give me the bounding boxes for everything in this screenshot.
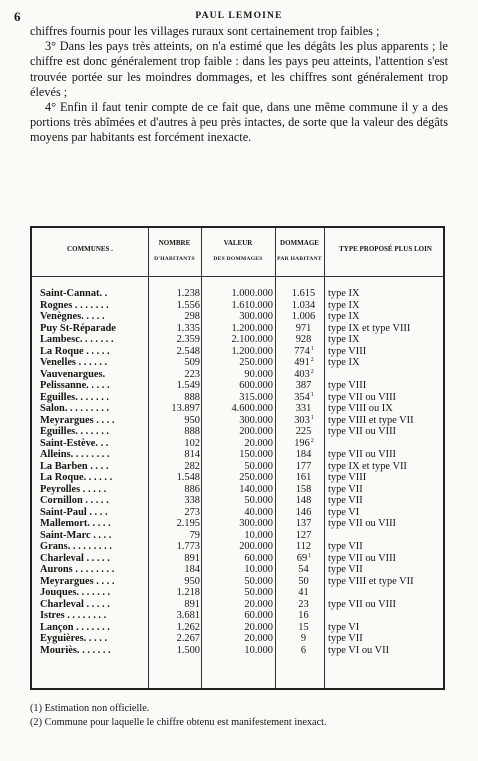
footnote-ref: 2	[310, 368, 314, 375]
table-row	[32, 541, 443, 553]
table-row	[32, 530, 443, 542]
table-row	[32, 323, 443, 335]
damage-cell: $354^1$	[294, 391, 314, 403]
value-cell: 250.000	[239, 357, 273, 368]
commune-cell: Peyrolles . . . . .	[40, 483, 107, 495]
type-cell: type VII ou VIII	[328, 426, 397, 437]
type-cell: type VII	[328, 633, 363, 644]
commune-cell: Saint-Estève. . .	[40, 437, 109, 449]
damage-cell: 50	[298, 575, 309, 587]
population-cell: 1.335	[176, 322, 200, 334]
table-row	[32, 599, 443, 611]
type-cell: type VII	[328, 564, 363, 575]
table-row	[32, 357, 443, 369]
table-row	[32, 507, 443, 519]
value-cell: 10.000	[244, 529, 273, 541]
page-number: 6	[14, 9, 21, 24]
commune-cell: Mouriès. . . . . . .	[40, 644, 111, 656]
value-cell: 300.000	[239, 414, 273, 426]
value-cell: 40.000	[244, 506, 273, 518]
commune-cell: Pelissanne. . . . .	[40, 380, 110, 391]
value-cell: 50.000	[244, 495, 273, 506]
population-cell: 2.359	[176, 334, 200, 345]
population-cell: 1.549	[176, 380, 200, 391]
table-row	[32, 472, 443, 484]
commune-cell: Lançon . . . . . . .	[40, 621, 110, 633]
population-cell: 509	[184, 357, 200, 368]
damage-cell: 41	[298, 587, 309, 598]
type-cell: type VIII et type VII	[328, 575, 414, 587]
footnote-ref: 1	[310, 391, 314, 398]
value-cell: 60.000	[244, 610, 273, 621]
value-cell: 20.000	[244, 633, 273, 644]
value-cell: 140.000	[239, 483, 273, 495]
commune-cell: Éguilles. . . . . . .	[40, 426, 109, 437]
population-cell: 1.218	[176, 587, 200, 598]
footnote-ref: 1	[310, 414, 314, 421]
table-row	[32, 392, 443, 404]
damage-cell: $774^1$	[294, 345, 314, 357]
commune-cell: Venelles . . . . . .	[40, 357, 108, 368]
value-cell: 2.100.000	[231, 334, 273, 345]
type-cell: type IX et type VIII	[328, 322, 411, 334]
type-cell: type VII	[328, 483, 363, 495]
table-row	[32, 449, 443, 461]
commune-cell: Aurons . . . . . . . .	[40, 564, 115, 575]
table-row	[32, 553, 443, 565]
footnote-1	[30, 702, 327, 716]
value-cell: 150.000	[239, 449, 273, 460]
damage-cell: 387	[295, 380, 312, 391]
table-row	[32, 300, 443, 312]
commune-cell: Vauvenargues.	[40, 368, 106, 380]
commune-cell: La Barben . . . .	[40, 460, 109, 472]
commune-cell: Eguilles. . . . . . .	[40, 391, 109, 403]
damage-cell: $403^2$	[294, 368, 314, 380]
value-cell: 200.000	[239, 426, 273, 437]
damage-cell: 161	[295, 472, 312, 483]
population-cell: 1.262	[176, 621, 200, 633]
value-cell: 315.000	[239, 391, 273, 403]
population-cell: 888	[184, 391, 200, 403]
table-row	[32, 633, 443, 645]
footnote-ref: 1	[308, 552, 312, 559]
damage-cell: $196^2$	[294, 437, 314, 449]
footnote-2	[30, 716, 327, 730]
damage-cell: $69^1$	[296, 552, 312, 564]
value-cell: 90.000	[244, 368, 273, 380]
header-communes: COMMUNES .	[67, 245, 113, 253]
population-cell: 1.773	[176, 541, 200, 552]
damage-cell: 331	[295, 403, 312, 414]
table-row	[32, 334, 443, 346]
value-cell: 300.000	[239, 518, 273, 529]
population-cell: 2.548	[176, 345, 200, 357]
table-row	[32, 311, 443, 323]
population-cell: 950	[184, 575, 200, 587]
commune-cell: Rognes . . . . . . .	[40, 299, 109, 311]
damage-cell: 1.034	[291, 299, 316, 311]
value-cell: 60.000	[244, 552, 273, 564]
population-cell: 888	[184, 426, 200, 437]
table-row	[32, 518, 443, 530]
commune-cell: Meyrargues . . . .	[40, 575, 115, 587]
table-row	[32, 380, 443, 392]
running-head: PAUL LEMOINE	[195, 11, 283, 21]
damage-cell: 177	[295, 460, 312, 472]
paragraph-1: chiffres fournis pour les villages ruraux sont certainement trop faibles ;	[30, 24, 380, 38]
type-cell: type VI	[328, 621, 360, 633]
header-population: NOMBRE D'HABITANTS	[154, 239, 195, 262]
damage-cell: 9	[300, 633, 307, 644]
population-cell: 3.681	[176, 610, 200, 621]
damage-cell: 112	[295, 541, 312, 552]
value-cell: 600.000	[239, 380, 273, 391]
damage-cell: 148	[295, 495, 312, 506]
value-cell: 50.000	[244, 587, 273, 598]
population-cell: 223	[184, 368, 200, 380]
type-cell: type IX	[328, 311, 360, 322]
value-cell: 1.200.000	[231, 322, 273, 334]
population-cell: 1.548	[176, 472, 200, 483]
population-cell: 2.267	[176, 633, 200, 644]
type-cell: type VII	[328, 541, 363, 552]
type-cell: type VII ou VIII	[328, 518, 397, 529]
type-cell: type VIII et type VII	[328, 414, 414, 426]
commune-cell: Salon. . . . . . . . .	[40, 403, 109, 414]
type-cell: type VIII	[328, 345, 367, 357]
damage-cell: 6	[300, 644, 307, 656]
table-row	[32, 484, 443, 496]
table-row	[32, 576, 443, 588]
damage-cell: 23	[298, 598, 309, 610]
footnote-ref: 2	[310, 357, 314, 363]
value-cell: 10.000	[244, 644, 273, 656]
table-row	[32, 495, 443, 507]
value-cell: 1.200.000	[231, 345, 273, 357]
footnote-text: Estimation non officielle.	[44, 703, 150, 714]
commune-cell: Charleval . . . . .	[40, 552, 110, 564]
value-cell: 20.000	[244, 598, 273, 610]
footnote-ref: 1	[310, 345, 314, 352]
type-cell: type IX	[328, 357, 360, 368]
type-cell: type VIII	[328, 472, 367, 483]
header-type: TYPE PROPOSÉ PLUS LOIN	[339, 245, 432, 253]
population-cell: 1.238	[176, 288, 200, 299]
value-cell: 4.600.000	[231, 403, 273, 414]
population-cell: 891	[184, 598, 200, 610]
damage-cell: 137	[295, 518, 312, 529]
table-row	[32, 461, 443, 473]
population-cell: 950	[184, 414, 200, 426]
commune-cell: Cornillon . . . . .	[40, 495, 109, 506]
table-row	[32, 587, 443, 599]
damage-cell: 184	[295, 449, 312, 460]
type-cell: type IX	[328, 299, 360, 311]
commune-cell: Saint-Paul . . . .	[40, 506, 108, 518]
commune-cell: Grans. . . . . . . . .	[40, 541, 112, 552]
population-cell: 2.195	[176, 518, 200, 529]
population-cell: 338	[184, 495, 200, 506]
type-cell: type VII ou VIII	[328, 449, 397, 460]
commune-cell: La Roque. . . . . .	[40, 472, 113, 483]
type-cell: type VI	[328, 506, 360, 518]
type-cell: type IX et type VII	[328, 460, 407, 472]
commune-cell: La Roque . . . . .	[40, 345, 110, 357]
commune-cell: Saint-Cannat. .	[40, 288, 108, 299]
value-cell: 250.000	[239, 472, 273, 483]
damage-cell: 16	[298, 610, 309, 621]
population-cell: 891	[184, 552, 200, 564]
population-cell: 298	[184, 311, 200, 322]
type-cell: type IX	[328, 334, 360, 345]
commune-cell: Jouques. . . . . . .	[40, 587, 111, 598]
commune-cell: Venègnes. . . . .	[40, 311, 105, 322]
table-row	[32, 645, 443, 657]
table-row	[32, 622, 443, 634]
damage-cell: $491^2$	[294, 357, 314, 368]
table-row	[32, 610, 443, 622]
body-text	[30, 24, 448, 146]
population-cell: 1.500	[176, 644, 200, 656]
commune-cell: Charleval . . . . .	[40, 598, 110, 610]
table-row	[32, 426, 443, 438]
commune-cell: Puy St-Réparade	[40, 322, 116, 334]
value-cell: 1.610.000	[231, 299, 273, 311]
commune-cell: Eyguières. . . . .	[40, 633, 108, 644]
value-cell: 10.000	[244, 564, 273, 575]
value-cell: 20.000	[244, 437, 273, 449]
population-cell: 102	[184, 437, 200, 449]
damage-cell: 1.006	[291, 311, 316, 322]
footnote-mark: (1)	[30, 703, 43, 714]
value-cell: 1.000.000	[231, 288, 273, 299]
footnotes	[30, 702, 327, 730]
footnote-ref: 2	[310, 437, 314, 444]
header-damage: DOMMAGE PAR HABITANT	[277, 239, 322, 262]
commune-cell: Istres . . . . . . . .	[40, 610, 107, 621]
population-cell: 886	[184, 483, 200, 495]
paragraph-2: 3° Dans les pays très atteints, on n'a estimé que les dégâts les plus apparents ; le chiffre est donc généralement trop faible : dans les pays peu atteints, l'attention s'est trouvée portée sur les moindres dommages, et les chiffres sont généralement trop élevés ;	[30, 39, 448, 99]
header-value: VALEUR DES DOMMAGES	[213, 239, 263, 262]
value-cell: 300.000	[239, 311, 273, 322]
type-cell: type VII	[328, 495, 363, 506]
type-cell: type VIII ou IX	[328, 403, 393, 414]
population-cell: 13.897	[171, 403, 200, 414]
table-row	[32, 415, 443, 427]
damage-cell: 15	[298, 621, 309, 633]
damage-cell: 54	[298, 564, 309, 575]
table-row	[32, 403, 443, 415]
table-row	[32, 564, 443, 576]
paragraph-3: 4° Enfin il faut tenir compte de ce fait que, dans une même commune il y a des portions très abîmées et d'autres à peu près intactes, de sorte que la valeur des dégâts moyens par habitants est forcément inexacte.	[30, 100, 448, 145]
damage-cell: 127	[295, 529, 312, 541]
table-row	[32, 369, 443, 381]
damage-cell: 146	[295, 506, 312, 518]
value-cell: 20.000	[244, 621, 273, 633]
header-divider	[32, 276, 443, 277]
type-cell: type IX	[328, 288, 360, 299]
commune-cell: Saint-Marc . . . .	[40, 529, 112, 541]
damage-cell: 971	[295, 322, 312, 334]
footnote-text: Commune pour laquelle le chiffre obtenu est manifestement inexact.	[44, 717, 327, 728]
value-cell: 200.000	[239, 541, 273, 552]
type-cell: type VIII	[328, 380, 367, 391]
value-cell: 50.000	[244, 460, 273, 472]
population-cell: 273	[184, 506, 200, 518]
damage-table	[30, 226, 445, 690]
damage-cell: 928	[295, 334, 312, 345]
population-cell: 814	[184, 449, 200, 460]
type-cell: type VII ou VIII	[328, 391, 397, 403]
value-cell: 50.000	[244, 575, 273, 587]
damage-cell: $303^1$	[294, 414, 314, 426]
population-cell: 184	[184, 564, 200, 575]
footnote-mark: (2)	[30, 717, 43, 728]
population-cell: 79	[189, 529, 200, 541]
table-row	[32, 346, 443, 358]
commune-cell: Mallemort. . . . .	[40, 518, 111, 529]
commune-cell: Meyrargues . . . .	[40, 414, 115, 426]
population-cell: 1.556	[176, 299, 200, 311]
table-row	[32, 438, 443, 450]
damage-cell: 1.615	[291, 288, 316, 299]
type-cell: type VI ou VII	[328, 644, 390, 656]
type-cell: type VII ou VIII	[328, 598, 397, 610]
commune-cell: Alleins. . . . . . . .	[40, 449, 110, 460]
damage-cell: 158	[295, 483, 312, 495]
table-row	[32, 288, 443, 300]
commune-cell: Lambesc. . . . . . .	[40, 334, 114, 345]
population-cell: 282	[184, 460, 200, 472]
type-cell: type VII ou VIII	[328, 552, 397, 564]
damage-cell: 225	[295, 426, 312, 437]
